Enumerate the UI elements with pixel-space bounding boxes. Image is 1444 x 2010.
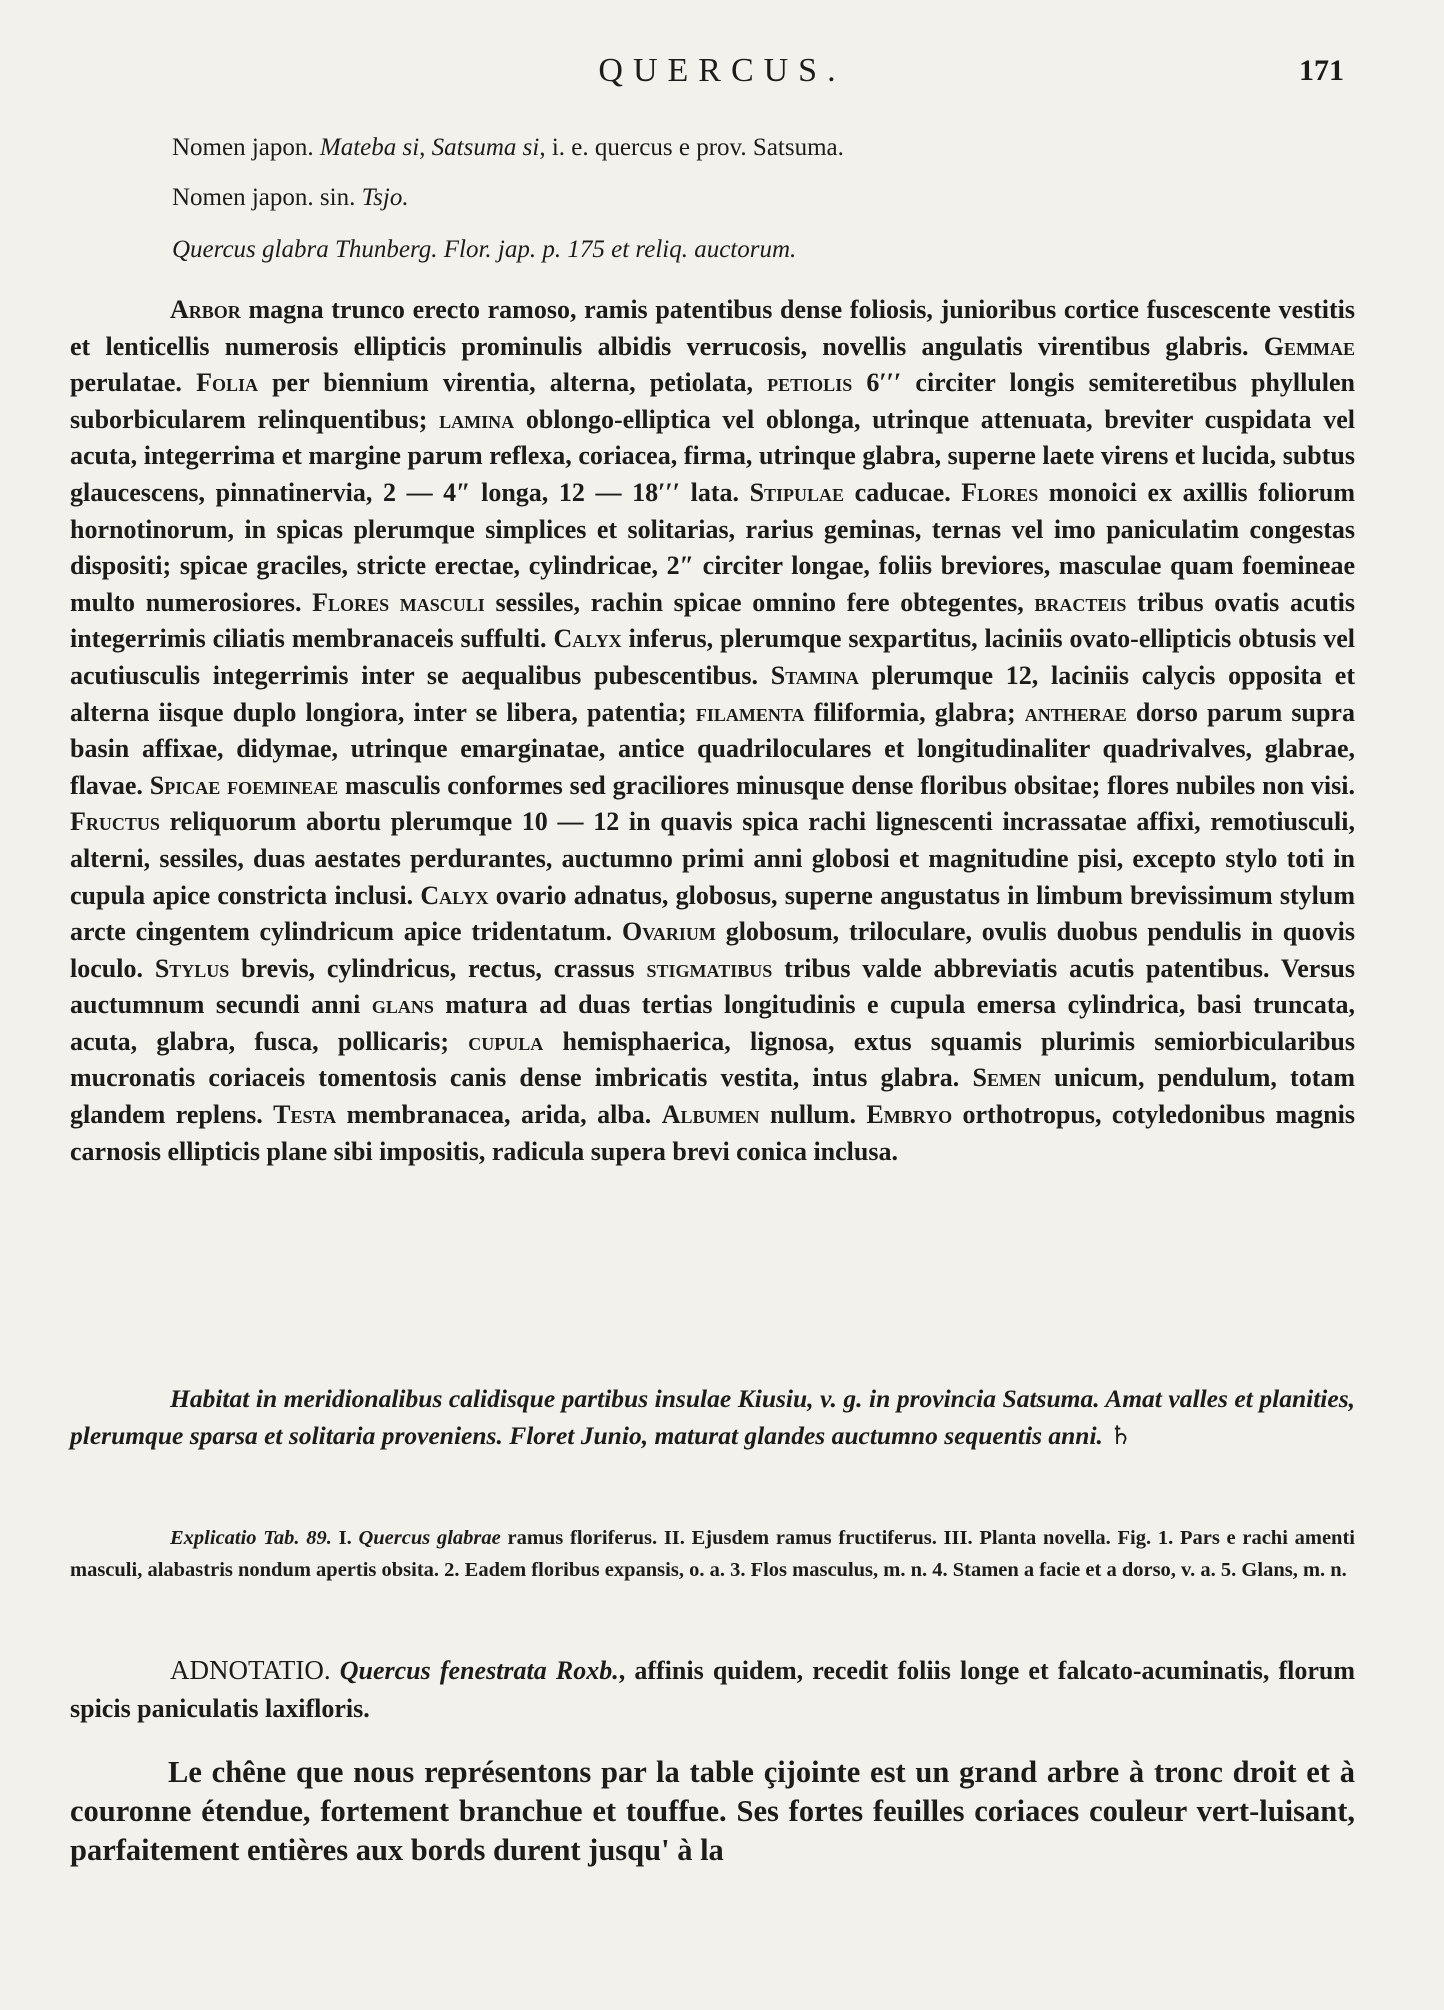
running-title: QUERCUS. bbox=[598, 52, 846, 89]
running-head bbox=[0, 52, 1444, 92]
term-albumen: Albumen bbox=[661, 1100, 760, 1130]
description-text: sessiles, rachin spicae omnino fere obtegentes, bbox=[484, 587, 1035, 617]
term-stylus: Stylus bbox=[154, 953, 230, 983]
description-text: dorso parum supra basin affixae, didymae, utrinque emarginatae, antice quadriloculares et longitudinaliter quadrivalves, glabrae, flavae. bbox=[70, 697, 1355, 800]
description-paragraph bbox=[70, 292, 1355, 1170]
description-text: 6′′′ circiter longis semiteretibus phyllulen suborbicularem relinquentibus; bbox=[70, 368, 1356, 434]
term-stipulae: Stipulae bbox=[749, 477, 845, 507]
term-stigmatibus: stigmatibus bbox=[646, 953, 773, 983]
habitat-paragraph: Habitat in meridionalibus calidisque partibus insulae Kiusiu, v. g. in provincia Satsuma. Amat valles et planities, plerumque sparsa et solitaria proveniens. Floret Junio, maturat glandes auctumno sequentis anni. ♄ bbox=[70, 1384, 1355, 1450]
term-folia: Folia bbox=[196, 368, 258, 398]
description-text: per biennium virentia, alterna, petiolata, bbox=[257, 368, 768, 398]
term-glans: glans bbox=[371, 990, 434, 1020]
plate-label: Explicatio Tab. 89. bbox=[170, 1527, 332, 1549]
description-text: globosum, triloculare, ovulis duobus pendulis in quovis loculo. bbox=[70, 917, 1355, 983]
description-text: ovario adnatus, globosus, superne angustatus in limbum brevissimum stylum arcte cingentem cylindricum apice tridentatum. bbox=[70, 880, 1355, 947]
description-text: hemisphaerica, lignosa, extus squamis plurimis semiorbicularibus mucronatis coriaceis tomentosis canis dense imbricatis vestita, intus glabra. bbox=[70, 1026, 1355, 1093]
plate-explanation bbox=[70, 1523, 1355, 1586]
plate-species: Quercus glabrae bbox=[358, 1527, 501, 1549]
term-flores-masculi: Flores masculi bbox=[312, 587, 485, 617]
term-stamina: Stamina bbox=[770, 660, 859, 690]
synonym-chinese-name: Tsjo. bbox=[361, 184, 409, 211]
description-text: tribus ovatis acutis integerrimis ciliatis membranaceis suffulti. bbox=[70, 587, 1355, 654]
synonym-text: Nomen japon. bbox=[172, 134, 320, 161]
description-text: tribus valde abbreviatis acutis patentibus. Versus auctumnum secundi anni bbox=[70, 953, 1356, 1020]
synonym-japanese-names: Mateba si, Satsuma si bbox=[319, 134, 540, 161]
description-text: magna trunco erecto ramoso, ramis patentibus dense foliosis, junioribus cortice fuscescente vestitis et lenticellis numerosis ellipticis prominulis albidis verrucosis, novellis angulatis virentibus glabris. bbox=[70, 295, 1355, 361]
description-text: matura ad duas tertias longitudinis e cupula emersa cylindrica, basi truncata, acuta, glabra, fusca, pollicaris; bbox=[70, 990, 1355, 1056]
description-text: caducae. bbox=[844, 477, 962, 507]
term-fructus: Fructus bbox=[70, 807, 160, 837]
term-embryo: Embryo bbox=[866, 1100, 953, 1130]
description-text: unicum, pendulum, totam glandem replens. bbox=[70, 1063, 1356, 1130]
description-text: inferus, plerumque sexpartitus, laciniis ovato-ellipticis obtusis vel acutiusculis integerrimis inter se aequalibus pubescentibus. bbox=[70, 624, 1355, 690]
synonym-line-2 bbox=[172, 182, 1352, 214]
synonym-reference: Quercus glabra Thunberg. Flor. jap. p. 175 et reliq. auctorum. bbox=[172, 236, 797, 263]
synonym-text: Nomen japon. sin. bbox=[172, 184, 362, 211]
adnotatio-heading: ADNOTATIO. bbox=[170, 1655, 331, 1685]
term-antherae: antherae bbox=[1024, 697, 1127, 727]
synonym-line-3 bbox=[172, 234, 1352, 266]
term-filamenta: filamenta bbox=[695, 697, 805, 727]
term-bracteis: bracteis bbox=[1034, 587, 1127, 617]
description-text: oblongo-elliptica vel oblonga, utrinque attenuata, breviter cuspidata vel acuta, integerrima et margine parum reflexa, coriacea, firma, utrinque glabra, superne laete virens et lucida, subtus glaucescens, pinnatinervia, 2 — 4″ longa, 12 — 18′′′ lata. bbox=[70, 404, 1355, 507]
description-text: orthotropus, cotyledonibus magnis carnosis ellipticis plane sibi impositis, radicula supera brevi conica inclusa. bbox=[70, 1100, 1355, 1166]
term-lamina: lamina bbox=[439, 404, 515, 434]
term-petiolis: petiolis bbox=[767, 368, 853, 398]
page-number: 171 bbox=[1299, 54, 1344, 87]
description-text: plerumque 12, laciniis calycis opposita et alterna iisque duplo longiora, inter se libera, patentia; bbox=[70, 660, 1355, 727]
description-text: nullum. bbox=[759, 1100, 867, 1130]
adnotatio-text: , affinis quidem, recedit foliis longe et falcato-acuminatis, florum spicis paniculatis laxifloris. bbox=[70, 1656, 1355, 1723]
adnotatio-paragraph bbox=[70, 1651, 1355, 1728]
french-paragraph: Le chêne que nous représentons par la table çijointe est un grand arbre à tronc droit et à couronne étendue, fortement branchue et touffue. Ses fortes feuilles coriaces couleur vert-luisant, parfaitement entières aux bords durent jusqu' à la bbox=[70, 1755, 1355, 1867]
term-testa: Testa bbox=[273, 1100, 337, 1130]
description-text: filiformia, glabra; bbox=[804, 697, 1025, 727]
synonym-line-1 bbox=[172, 132, 1352, 164]
term-spicae-foemineae: Spicae foemineae bbox=[149, 770, 339, 800]
description-text: monoici ex axillis foliorum hornotinorum, in spicas plerumque simplices et solitarias, rarius geminas, ternas vel imo paniculatim congestas dispositi; spicae graciles, stricte erectae, cylindricae, 2″ circiter longae, foliis breviores, masculae quam foemineae multo numerosiores. bbox=[70, 477, 1355, 617]
term-ovarium: Ovarium bbox=[621, 917, 716, 947]
description-text: membranacea, arida, alba. bbox=[336, 1100, 662, 1130]
term-flores: Flores bbox=[961, 477, 1039, 507]
plate-text: ramus floriferus. II. Ejusdem ramus fructiferus. III. Planta novella. Fig. 1. Pars e rachi amenti masculi, alabastris nondum apertis obsita. 2. Eadem floribus expansis, o. a. 3. Flos masculus, m. n. 4. Stamen a facie et a dorso, v. a. 5. Glans, m. n. bbox=[70, 1527, 1355, 1581]
term-calyx-fructus: Calyx bbox=[420, 880, 489, 910]
description-text: masculis conformes sed graciliores minusque dense floribus obsitae; flores nubiles non visi. bbox=[338, 770, 1355, 800]
term-gemmae: Gemmae bbox=[1263, 331, 1355, 361]
description-text: brevis, cylindricus, rectus, crassus bbox=[229, 953, 647, 983]
adnotatio-species: Quercus fenestrata Roxb. bbox=[339, 1656, 619, 1685]
term-cupula: cupula bbox=[468, 1026, 544, 1056]
term-arbor: Arbor bbox=[170, 295, 241, 324]
plate-text: I. bbox=[331, 1527, 359, 1549]
description-text: perulatae. bbox=[70, 368, 197, 398]
synonym-text: , i. e. quercus e prov. Satsuma. bbox=[539, 134, 844, 161]
description-text: reliquorum abortu plerumque 10 — 12 in quavis spica rachi lignescenti incrassatae affixi, remotiusculi, alterni, sessiles, duas aestates perdurantes, auctumno primi anni globosi et magnitudine pisi, excepto stylo toti in cupula apice constricta inclusi. bbox=[70, 807, 1355, 910]
term-calyx: Calyx bbox=[553, 624, 622, 654]
term-semen: Semen bbox=[972, 1063, 1041, 1093]
